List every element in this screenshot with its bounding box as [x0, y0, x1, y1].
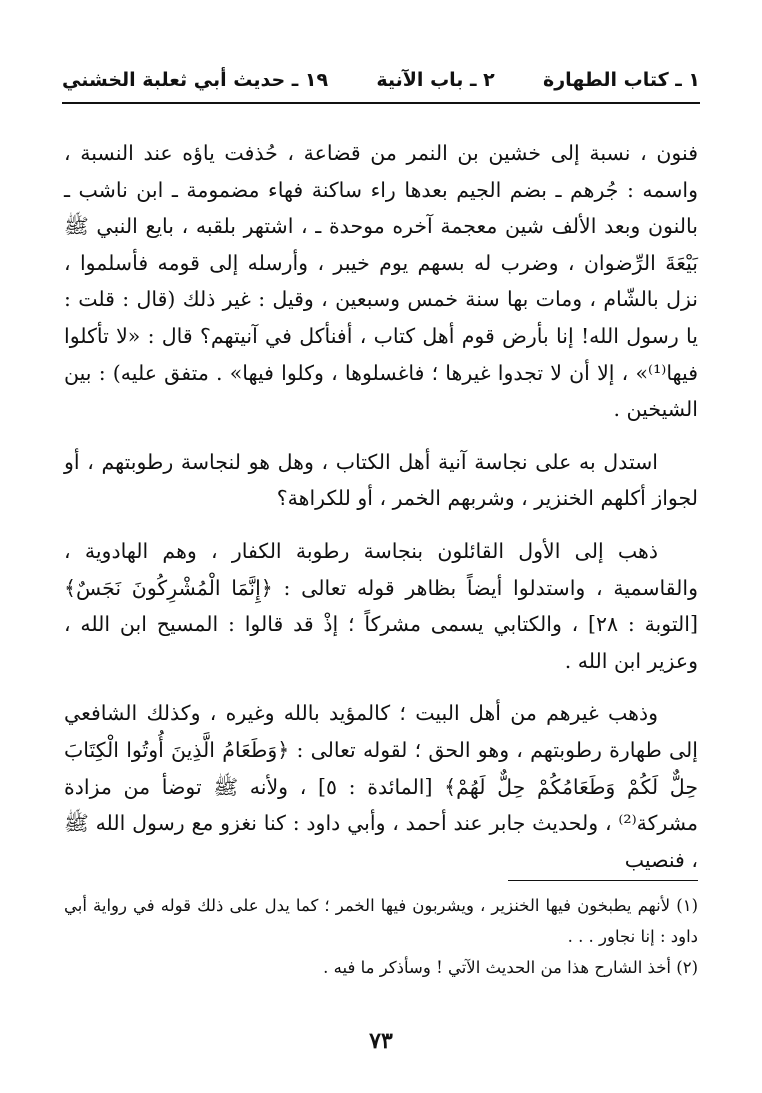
footnotes: [64, 890, 698, 983]
footnote-2: (٢) أخذ الشارح هذا من الحديث الآتي ! وسأذكر ما فيه .: [323, 958, 698, 977]
page-number: ٧٣: [369, 1028, 393, 1054]
header-hadith-title: ١٩ ـ حديث أبي ثعلبة الخشني: [62, 69, 329, 91]
footnote-1: (١) لأنهم يطبخون فيها الخنزير ، ويشربون فيها الخمر ؛ كما يدل على ذلك قوله في رواية أبي داود : إنا نجاور . . .: [64, 896, 698, 946]
footnote-divider: [508, 880, 698, 881]
paragraph-4: وذهب غيرهم من أهل البيت ؛ كالمؤيد بالله وغيره ، وكذلك الشافعي إلى طهارة رطوبتهم ، وهو الحق ؛ لقوله تعالى : ﴿وَطَعَامُ الَّذِينَ أُوتُوا الْكِتَابَ حِلٌّ لَكُمْ وَطَعَامُكُمْ حِلٌّ لَهُمْ﴾ [المائدة : ٥] ، ولأنه ﷺ توضأ من مزادة مشركة⁽²⁾ ، ولحديث جابر عند أحمد ، وأبي داود : كنا نغزو مع رسول الله ﷺ ، فنصيب: [64, 701, 699, 872]
paragraph-3: ذهب إلى الأول القائلون بنجاسة رطوبة الكفار ، وهم الهادوية ، والقاسمية ، واستدلوا أيضاً بظاهر قوله تعالى : ﴿إِنَّمَا الْمُشْرِكُونَ نَجَسٌ﴾ [التوبة : ٢٨] ، والكتابي يسمى مشركاً ؛ إذْ قد قالوا : المسيح ابن الله ، وعزير ابن الله .: [64, 538, 698, 673]
header-book-title: ١ ـ كتاب الطهارة: [543, 69, 700, 91]
running-header: [62, 58, 700, 104]
header-chapter-title: ٢ ـ باب الآنية: [376, 69, 495, 91]
paragraph-2: استدل به على نجاسة آنية أهل الكتاب ، وهل هو لنجاسة رطوبتهم ، أو لجواز أكلهم الخنزير ، وشربهم الخمر ، أو للكراهة؟: [64, 449, 698, 511]
main-text: [64, 135, 698, 894]
paragraph-1: فنون ، نسبة إلى خشين بن النمر من قضاعة ، حُذفت ياؤه عند النسبة ، واسمه : جُرهم ـ بضم الجيم بعدها راء ساكنة فهاء مضمومة ـ ابن ناشب ـ بالنون وبعد الألف شين معجمة آخره موحدة ـ ، اشتهر بلقبه ، بايع النبي ﷺ بَيْعَةَ الرِّضوان ، وضرب له بسهم يوم خيبر ، وأرسله إلى قومه فأسلموا ، نزل بالشّام ، ومات بها سنة خمس وسبعين ، وقيل : غير ذلك (قال : قلت : يا رسول الله! إنا بأرض قوم أهل كتاب ، أفنأكل في آنيتهم؟ قال : «لا تأكلوا فيها⁽¹⁾» ، إلا أن لا تجدوا غيرها ؛ فاغسلوها ، وكلوا فيها» . متفق عليه) : بين الشيخين .: [64, 141, 698, 422]
